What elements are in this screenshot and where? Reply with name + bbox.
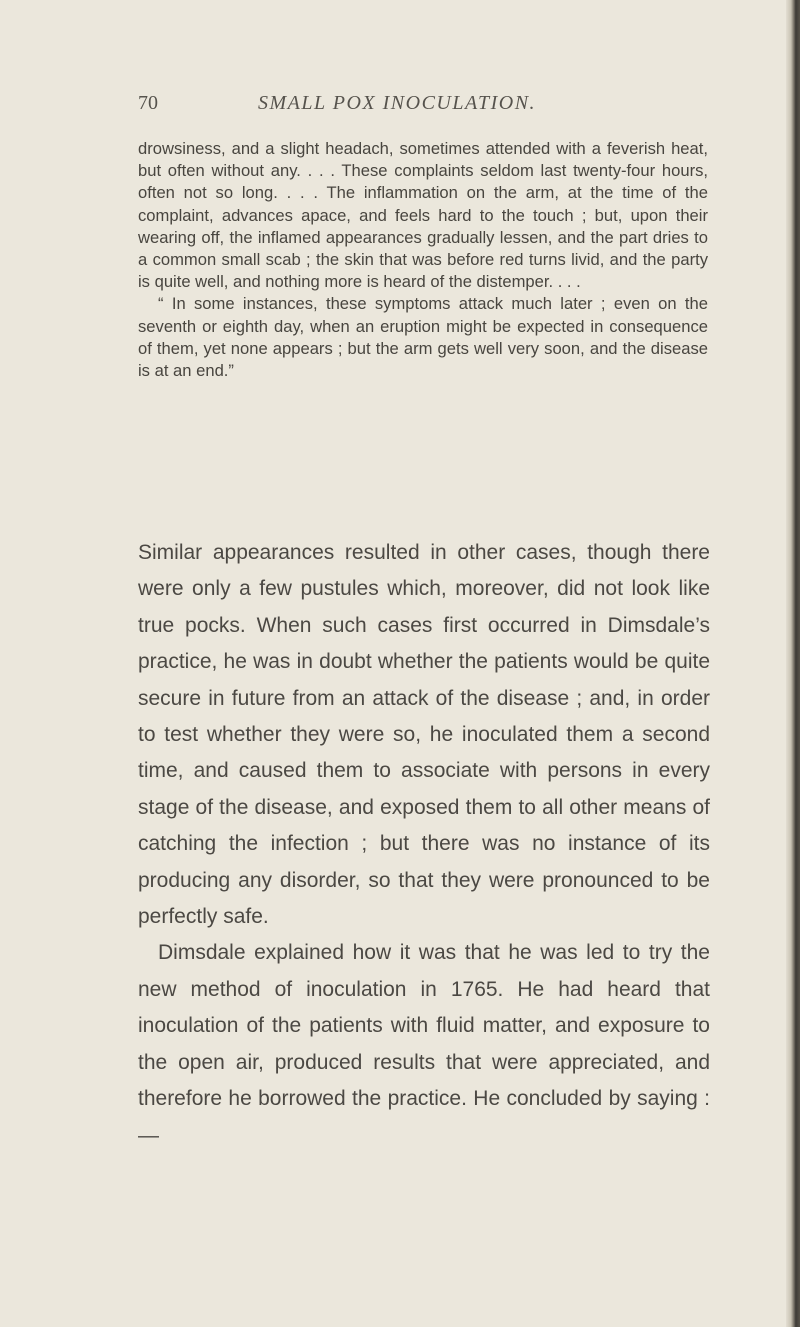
page-number: 70: [138, 92, 158, 114]
page-edge-shadow: [786, 0, 800, 1327]
body-paragraph: Dimsdale explained how it was that he was led to try the new method of inoculation in 1765. He had heard that inoculation of the patients with fluid matter, and exposure to the open air, produced results that were appreciated, and therefore he borrowed the practice. He concluded by saying :—: [138, 941, 710, 1147]
running-title: SMALL POX INOCULATION.: [258, 92, 537, 114]
quote-paragraph: “ In some instances, these symptoms attack much later ; even on the seventh or eighth day, when an eruption might be expected in consequence of them, yet none appears ; but the arm gets well very soon, and the disease is at an end.”: [138, 294, 708, 381]
body-text: [138, 535, 710, 1154]
running-head: [0, 92, 800, 122]
body-paragraph: Similar appearances resulted in other cases, though there were only a few pustules which, moreover, did not look like true pocks. When such cases first occurred in Dimsdale’s practice, he was in doubt whether the patients would be quite secure in future from an attack of the disease ; and, in order to test whether they were so, he inoculated them a second time, and caused them to associate with persons in every stage of the disease, and exposed them to all other means of catching the infection ; but there was no instance of its producing any disorder, so that they were pronounced to be perfectly safe.: [138, 541, 710, 929]
quote-paragraph: drowsiness, and a slight headach, sometimes attended with a feverish heat, but often without any. . . . These complaints seldom last twenty-four hours, often not so long. . . . The inflammation on the arm, at the time of the complaint, advances apace, and feels hard to the touch ; but, upon their wearing off, the inflamed appearances gradually lessen, and the part dries to a common small scab ; the skin that was before red turns livid, and the party is quite well, and nothing more is heard of the distemper. . . .: [138, 139, 708, 292]
quoted-passage: [138, 138, 708, 382]
